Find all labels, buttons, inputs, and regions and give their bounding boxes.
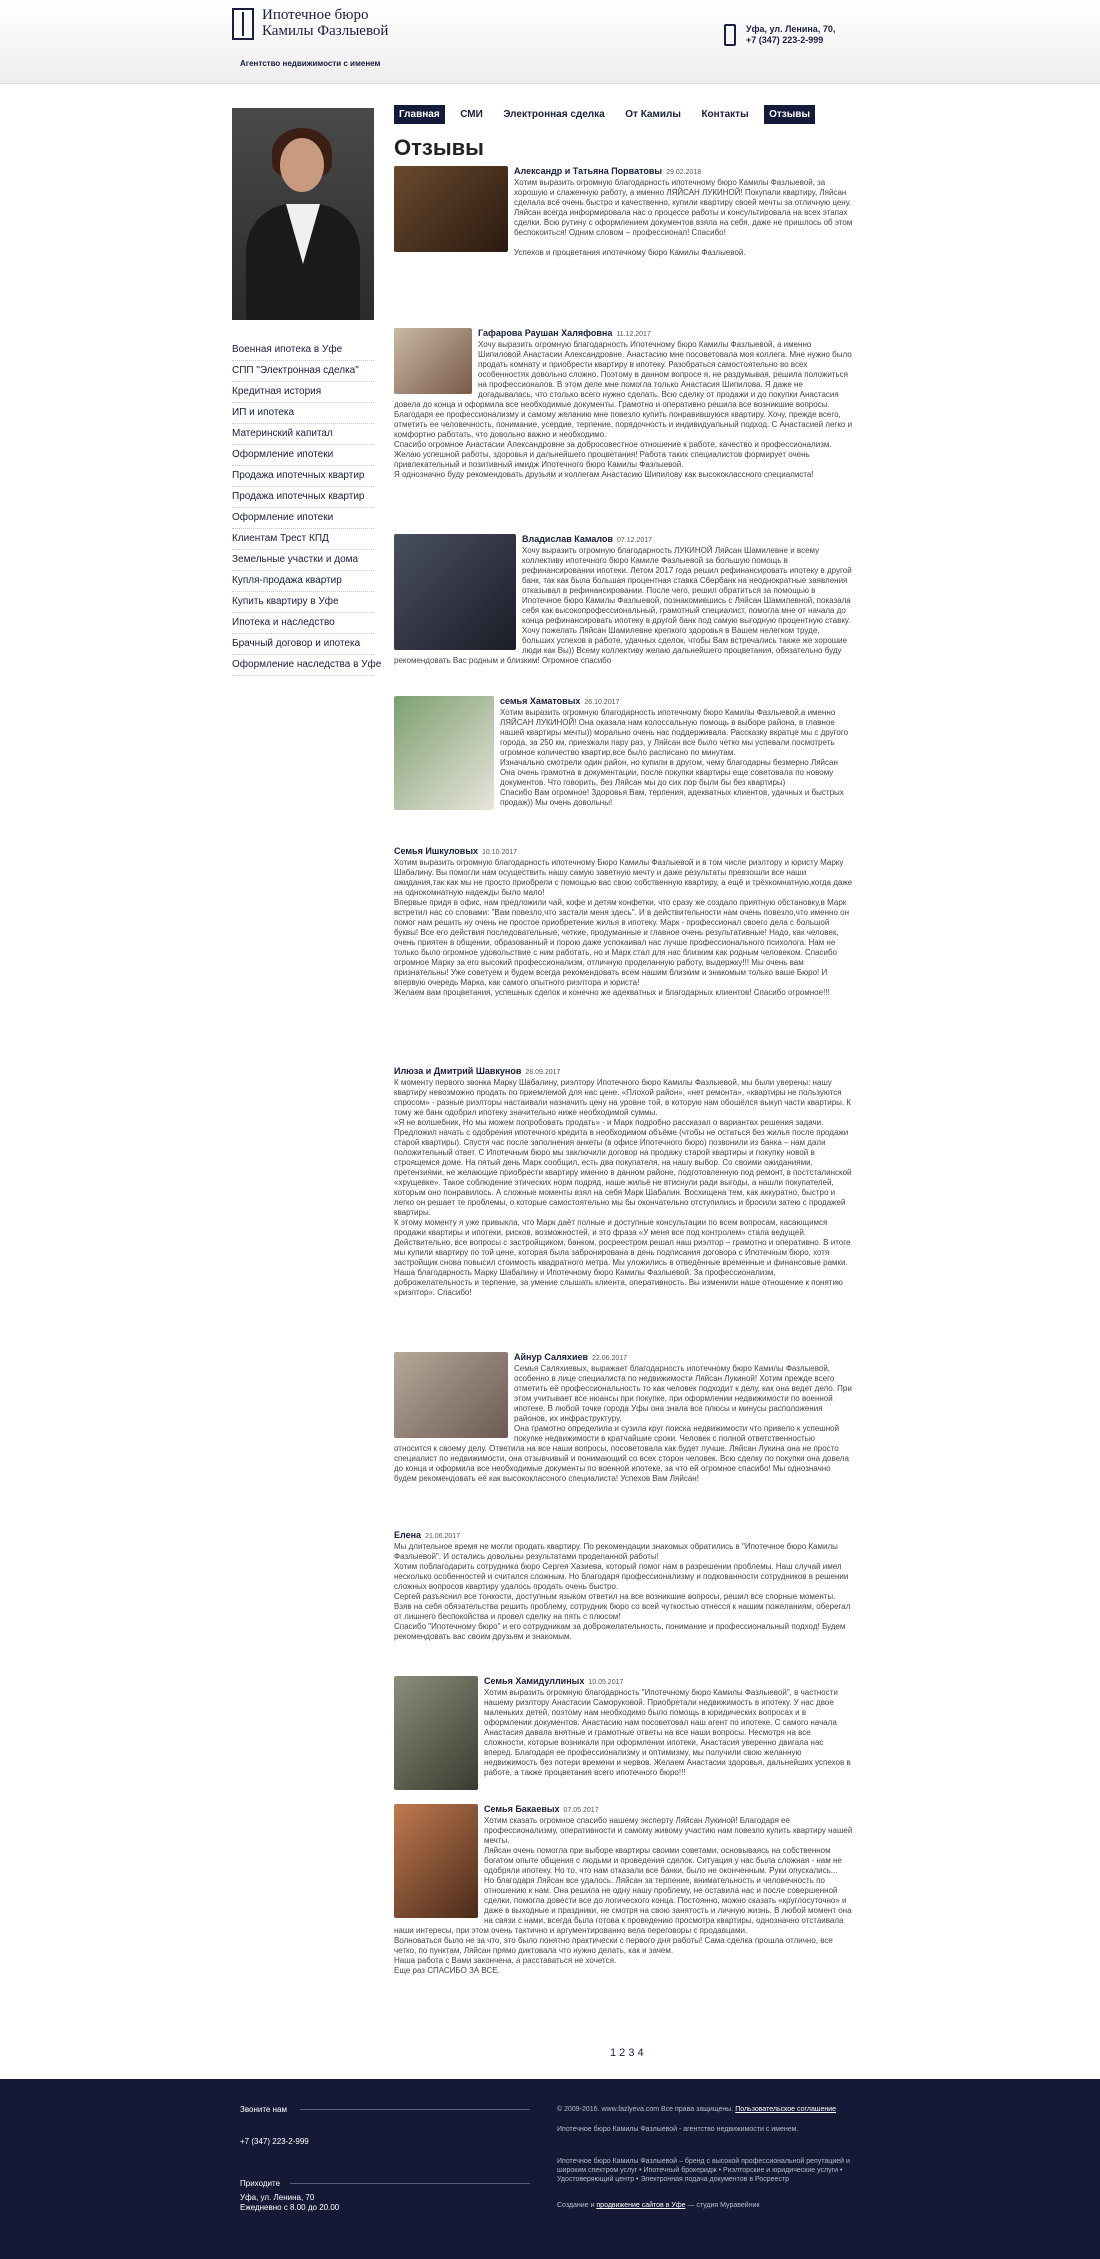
review-photo <box>394 1804 478 1918</box>
tagline: Агентство недвижимости с именем <box>240 59 381 68</box>
review-author: семья Хаматовых <box>500 696 581 706</box>
review-author: Гафарова Раушан Халяфовна <box>478 328 613 338</box>
review-author: Илюза и Дмитрий Шавкунов <box>394 1066 522 1076</box>
review-text: Мы длительное время не могли продать квартиру. По рекомендации знакомых обратились в "Ипотечное бюро Камилы Фазлыевой". И остались довольны результатами проделанной работы! Хотим поблагодарить сотрудника бюро Сергея Хазиева, который помог нам в разрешении проблемы. Наш случай имел несколько особенностей и считался сложным. Но благодаря профессионализму и подкованности сотрудников в решении сложных вопросов квартиру удалось продать очень быстро. Сергей разъяснил все тонкости, доступным языком ответил на все возникшие вопросы, решил все спорные моменты. Взяв на себя обязательства решить проблему, сотрудник бюро со всей чуткостью отнесся к нашим пожеланиям, оберегал от лишнего беспокойства и провел сделку на пять с плюсом! Спасибо "Ипотечному бюро" и его сотрудникам за доброжелательность, понимание и профессиональный подход! Будем рекомендовать вас своим друзьям и знакомым. <box>394 1542 851 1641</box>
nav-contacts[interactable]: Контакты <box>701 109 749 120</box>
review-author: Елена <box>394 1530 422 1540</box>
review-text: Хочу выразить огромную благодарность ЛУКИНОЙ Ляйсан Шамилевне и всему коллективу ипотечного бюро Камиле Фазлыевой за большую помощь в рефинансировании ипотеки. Летом 2017 года решил рефинансировать ипотеку в другой банк, так как была большая процентная ставка Сбербанк на неоднократные заявления отказывал в рефинансировании. После чего, решил обратиться за помощью в Ипотечное бюро Камилы Фазлыевой, познакомившись с Ляйсан Шамилевной, показала себя как высокопрофессиональный, грамотный специалист, помогла мне от начала до конца рефинансировать ипотеку в другой банк под самую выгодную процентную ставку. Хочу пожелать Ляйсан Шамилевне крепкого здоровья в Вашем нелегком труде, больших успехов в работе, удачных сделок, чтобы Вам встречались также же хорошие люди как Вы)) Всему коллективу желаю дальнейшего процветания, обязательно буду рекомендовать Вас родным и близким! Огромное спасибо <box>394 546 852 665</box>
sidebar-item[interactable]: Клиентам Трест КПД <box>232 529 374 550</box>
review-text: Хотим выразить огромную благодарность ипотечному бюро Камилы Фазлыевой,а именно ЛЯЙСАН ЛУКИНОЙ! Она оказала нам колоссальную помощь в выборе района, в главное нашей квартиры мечты)) морально очень нас поддерживала. Рассказку вкратце мы с другого города, за 250 км, приезжали пару раз, у Ляйсан все было четко мы успевали посмотреть огромное количество квартир,все было расписано по минутам. Изначально смотрели один район, но купили в другом, чему благодарны безмерно Ляйсан Она очень грамотна в документации, после покупки квартиры еще советовала по новому документов. Что говорить, без Ляйсан мы до сих пор были бы без квартиры) Спасибо Вам огромное! Здоровья Вам, терпения, адекватных клиентов, удачных и быстрых продаж)) Мы очень довольны! <box>500 708 849 807</box>
footer-come-label: Приходите <box>240 2179 281 2188</box>
pagination[interactable]: 1 2 3 4 <box>610 2047 644 2059</box>
review-photo <box>394 166 508 252</box>
sidebar-item[interactable]: Оформление наследства в Уфе <box>232 655 374 676</box>
review-author: Александр и Татьяна Порватовы <box>514 166 663 176</box>
review-date: 10.05.2017 <box>588 1679 624 1686</box>
review-photo <box>394 1676 478 1790</box>
review-text: Семья Саляхиевых, выражает благодарность ипотечному бюро Камилы Фазлыевой, особенно в лице специалиста по недвижимости Ляйсан Лукиной! Хотим прежде всего отметить её профессиональность то как человек подходит к делу, как она ведет дело. При этом учитывает все нюансы при покупке, при оформлении недвижимости по военной ипотеке. В любой точке города Уфы она знала все плюсы и минусы расположения районов, их инфраструктуру. Она грамотно определила и сузила круг поиска недвижимости что привело к успешной покупке недвижимости в кратчайшие сроки. Человек с полной ответственностью относится к своему делу. Ответила на все наши вопросы, посоветовала как будет лучше. Ляйсан Лукина она не просто специалист по недвижимости, она отзывчивый и понимающий со всех сторон человек. Всю сделку по покупки она довела до конца и оформила все необходимые документы по военной ипотеке, за что ей огромное спасибо! Мы однозначно будем рекомендовать её как высококлассного специалиста! Успехов Вам Ляйсан! <box>394 1364 852 1483</box>
owner-photo <box>232 108 374 320</box>
nav-reviews[interactable]: Отзывы <box>764 105 815 124</box>
brand-line-1: Ипотечное бюро <box>262 7 369 23</box>
page-title: Отзывы <box>394 135 484 160</box>
review-item <box>394 1352 854 1484</box>
sidebar-item[interactable]: Продажа ипотечных квартир <box>232 487 374 508</box>
footer-divider <box>300 2109 530 2110</box>
footer-credits-link[interactable]: продвижение сайтов в Уфе <box>596 2202 686 2209</box>
sidebar-item[interactable]: СПП "Электронная сделка" <box>232 361 374 382</box>
nav-e-deal[interactable]: Электронная сделка <box>503 109 605 120</box>
review-date: 28.09.2017 <box>525 1069 561 1076</box>
review-author: Семья Бакаевых <box>484 1804 560 1814</box>
sidebar-item[interactable]: Купить квартиру в Уфе <box>232 592 374 613</box>
footer-description: Ипотечное бюро Камилы Фазлыевой – бренд с высокой профессиональной репутацией и широким спектром услуг • Ипотечный брокеридж • Риэлторские и юридические услуги • Удостоверяющий центр • Электронная подача документов в Росреестр <box>557 2158 850 2183</box>
review-item <box>394 696 854 812</box>
review-date: 22.06.2017 <box>592 1355 628 1362</box>
review-date: 11.12.2017 <box>616 331 651 338</box>
review-photo <box>394 328 472 394</box>
sidebar-item[interactable]: Купля-продажа квартир <box>232 571 374 592</box>
review-item <box>394 1804 854 1976</box>
review-author: Владислав Камалов <box>522 534 614 544</box>
nav-media[interactable]: СМИ <box>460 109 483 120</box>
review-date: 26.10.2017 <box>584 699 620 706</box>
main-nav <box>394 105 823 125</box>
footer-about: Ипотечное бюро Камилы Фазлыевой - агентство недвижимости с именем. <box>557 2126 799 2133</box>
sidebar-item[interactable]: Оформление ипотеки <box>232 508 374 529</box>
review-date: 10.10.2017 <box>482 849 518 856</box>
sidebar-item[interactable]: Оформление ипотеки <box>232 445 374 466</box>
site-header <box>0 0 1100 84</box>
footer-call-label: Звоните нам <box>240 2105 287 2114</box>
footer-divider <box>290 2183 530 2184</box>
review-item <box>394 328 854 480</box>
footer-hours: Ежедневно с 8.00 до 20.00 <box>240 2203 340 2212</box>
review-text: К моменту первого звонка Марку Шабалину, риэлтору Ипотечного бюро Камилы Фазлыевой, мы были уверены: нашу квартиру невозможно продать по приемлемой для нас цене. «Плохой район», «нет ремонта», «квартиры не пользуются спросом» - разные риэлторы настаивали назначить цену на уровне той, в которую нам обошёлся выкуп части квартиры. К тому же банк одобрил ипотеку значительно ниже необходимой суммы. «Я не волшебник, Но мы можем попробовать продать» - и Марк подробно рассказал о вариантах решения задачи. Предложил начать с одобрения ипотечного кредита в необходимом объёме (чтобы не остаться без жилья после продажи старой квартиры). Спустя час после заполнения анкеты (в офисе Ипотечного бюро) позвонили из банка – нам дали положительный ответ. С Ипотечным бюро мы заключили договор на продажу старой квартиры и покупку новой в строящемся доме. На пятый день Марк сообщил, есть два покупателя, на нашу выбор. Со своими ожиданиями, претензиями, не желающие приобрести квартиру именно в данном районе, подготовленную под ремонт, в постсталинской «хрущевке». Такое соблюдение этических норм подряд, наше жильё не втиснули ради выгоды, а нашли покупателей, которым оно понравилось. А сложные моменты взял на себя Марк Шабалин. Восхищена тем, как аккуратно, быстро и легко он решает те проблемы, о которые самостоятельно мы бы окончательно отступились и бросили затею с продажей квартиры. К этому моменту я уже привыкла, что Марк даёт полные и доступные консультации по всем вопросам, касающимся продажи квартиры и ипотеки, рисков, возможностей, и это фраза «У меня все под контролем» стала ведущей. Действительно, все вопросы с застройщиком, банком, росреестром решал наш риэлтор – грамотно и оперативно. В итоге мы купили квартиру по той цене, которая была забронирована в день подписания договора с Ипотечным бюро, хотя застройщик снова повысил стоимость квадратного метра. Мы уложились в отведённые временные и финансовые рамки. Наша благодарность Марку Шабалину и Ипотечному бюро Камилы Фазлыевой. За профессионализм, доброжелательность и терпение, за умение слышать клиента, оперативность. Вы изменили наше отношение к понятию «риэлтор». Спасибо! <box>394 1078 852 1297</box>
sidebar-item[interactable]: Земельные участки и дома <box>232 550 374 571</box>
footer-credits-suffix: — студия Муравейник <box>687 2202 760 2209</box>
review-item <box>394 1066 854 1298</box>
sidebar-item[interactable]: Кредитная история <box>232 382 374 403</box>
brand-line-2: Камилы Фазлыевой <box>262 23 389 39</box>
sidebar-item[interactable]: Брачный договор и ипотека <box>232 634 374 655</box>
review-text: Хотим выразить огромную благодарность "Ипотечному бюро Камилы Фазлыевой", в частности нашему риэлтору Анастасии Саморуковой. Приобретали недвижимость в ипотеку. У нас двое маленьких детей, поэтому нам необходимо было помощь в юридических вопросах и в оформлении документов. Анастасию нам посоветовал наш агент по ипотеке. С самого начала Анастасия давала внятные и грамотные ответы на все наши вопросы. Несмотря на все сложности, которые возникали при оформлении ипотеки, Анастасия уверенно двигала нас вперед. Благодаря ее профессионализму и оптимизму, мы получили свою желанную недвижимость без потери времени и нервов. Желаем Анастасии здоровья, дальнейших успехов в работе, а также процветания всего ипотечного бюро!!! <box>484 1688 851 1777</box>
nav-home[interactable]: Главная <box>394 105 445 124</box>
review-item <box>394 1676 854 1792</box>
review-date: 07.12.2017 <box>617 537 653 544</box>
nav-from-kamila[interactable]: От Камилы <box>625 109 681 120</box>
review-item <box>394 846 854 998</box>
footer-address: Уфа, ул. Ленина, 70 <box>240 2193 315 2202</box>
review-photo <box>394 696 494 810</box>
review-text: Хотим сказать огромное спасибо нашему эксперту Ляйсан Лукиной! Благодаря ее профессионализму, оперативности и самому живому участию нам повезло купить квартиру нашей мечты. Ляйсан очень помогла при выборе квартиры своими советами, основываясь на собственном богатом опыте общения с людьми и проведения сделок. Ситуация у нас была сложная - нам не одобряли ипотеку. Но то, что нам отказали все банки, было не оконченным. Руки опускались... Но благодаря Ляйсан все удалось. Ляйсан за терпение, внимательность и человечность по отношению к нам. Она решила не одну нашу проблему, не оставила нас и после совершенной сделки, помогла довести все до логического конца. Постоянно, можно сказать «круглосуточно» и даже в выходные и праздники, не смотря на свою занятость и личную жизнь. В любой момент она на связи с нами, всегда была готова к проведению просмотра квартиры, однозначно отстаивала наши интересы, при этом очень тактично и аргументированно вела переговоры с продавцами. Волноваться было не за что, это было понятно практически с первого дня работы! Сама сделка прошла отлично, все четко, по пунктам, Ляйсан прямо диктовала что нужно делать, как и зачем. Наша работа с Вами закончена, а расставаться не хочется. Еще раз СПАСИБО ЗА ВСЕ. <box>394 1816 853 1975</box>
sidebar-item[interactable]: Материнский капитал <box>232 424 374 445</box>
review-author: Семья Хамидуллиных <box>484 1676 585 1686</box>
review-photo <box>394 1352 508 1438</box>
review-date: 21.06.2017 <box>425 1533 461 1540</box>
sidebar-item[interactable]: Продажа ипотечных квартир <box>232 466 374 487</box>
footer-copyright-block <box>557 2105 857 2114</box>
review-item <box>394 166 854 258</box>
review-item <box>394 534 854 666</box>
header-contact <box>746 24 835 46</box>
review-text: Хотим выразить огромную благодарность ипотечному Бюро Камилы Фазлыевой и в том числе риэлтору и юристу Марку Шабалину. Вы помогли нам осуществить нашу самую заветную мечту и даже результаты превзошли все наши ожидания,так как мы не просто приобрели с помощью вас свою собственную квартиру, а ещё и трёхкомнатную,когда даже на однокомнатную надежды было мало! Впервые придя в офис, нам предложили чай, кофе и детям конфетки, что сразу же создало приятную обстановку,в Марк встретил нас со словами: "Вам повезло,что застали меня здесь". И в действительности нам очень повезло,что именно он помог нам решить ну очень не простое приобретение жилья в ипотеку. Марк - профессионал своего дела с большой буквы! Все его действия последовательные, четкие, продуманные и главное очень результативные! Надо, как человек, очень приятен в общении, образованный и порою даже успокаивал нас лучше профессионального психолога. Нам не только было огромное удовольствие с ним работать, но и Марк стал для нас близким как родным человеком. Спасибо огромное Марку за его высокий профессионализм, отличную проделанную работу, выдержку!!! Мы очень вам признательны! Уже советуем и будем всегда рекомендовать всем нашим близким и знакомым только ваше Бюро! И впервую очередь Марка, как самого опытного риэлтора и юриста! Желаем вам процветания, успешных сделок и конечно же адекватных и благодарных клиентов! Спасибо огромное!!! <box>394 858 853 997</box>
header-phone[interactable]: +7 (347) 223-2-999 <box>746 35 824 45</box>
sidebar-item[interactable]: Военная ипотека в Уфе <box>232 340 374 361</box>
review-text: Хочу выразить огромную благодарность Ипотечному бюро Камилы Фазлыевой, а именно Шипиловой Анастасии Александровне. Анастасию мне посоветовала моя коллега. Мне нужно было продать комнату и приобрести квартиру в ипотеку. Разобраться самостоятельно во всех особенностях довольно сложно. Поэтому в данном вопросе я, не раздумывая, решила положиться на профессионалов. В этом деле мне помогла только Анастасия Шипилова. Я даже не догадывалась, что столько всего нужно сделать. Всю сделку от продажи и до покупки Анастасия довела до конца и оформила все необходимые документы. Грамотно и оперативно решила все возникшие вопросы. Благодаря ее профессионализму и самому желанию мне повезло купить понравившуюся квартиру. Хочу, прежде всего, отметить ее человечность, понимание, усердие, терпение, порядочность и индивидуальный подход. С Анастасией легко и комфортно работать, что довольно важно и необходимо. Спасибо огромное Анастасии Александровне за добросовестное отношение к работе, качество и профессионализм. Желаю успешной работы, здоровья и дальнейшего процветания! Работа таких специалистов формирует очень привлекательный и позитивный имидж Ипотечного бюро Камилы Фазлыевой. Я однозначно буду рекомендовать друзьям и коллегам Анастасию Шипилову как высококлассного специалиста! <box>394 340 853 479</box>
review-text: Хотим выразить огромную благодарность ипотечному бюро Камилы Фазлыевой, за хорошую и слаженную работу, а именно ЛЯЙСАН ЛУКИНОЙ! Покупали квартиру, Ляйсан сделала всё очень быстро и качественно, купили квартиру своей мечты за отличную цену. Ляйсан всегда информировала нас о процессе работы и консультировала на всех этапах сделки. Всю рутину с оформлением документов взяла на себя, даже не пришлось об этом беспокоиться! Одним словом – профессионал! Спасибо! Успехов и процветания ипотечному бюро Камилы Фазлыевой. <box>514 178 853 257</box>
footer-credits-prefix: Создание и <box>557 2202 595 2209</box>
review-item <box>394 1530 854 1642</box>
footer-copyright: © 2009-2016. www.fazlyeva.com Все права защищены. <box>557 2106 734 2113</box>
footer-phone[interactable]: +7 (347) 223-2-999 <box>240 2137 309 2146</box>
review-date: 07.05.2017 <box>563 1807 599 1814</box>
review-photo <box>394 534 516 650</box>
footer-agreement-link[interactable]: Пользовательское соглашение <box>735 2106 837 2113</box>
phone-icon <box>724 24 736 46</box>
review-author: Айнур Саляхиев <box>514 1352 589 1362</box>
header-address: Уфа, ул. Ленина, 70, <box>746 24 836 34</box>
footer-credits <box>557 2201 857 2210</box>
site-footer <box>0 2079 1100 2259</box>
sidebar-item[interactable]: ИП и ипотека <box>232 403 374 424</box>
review-date: 29.02.2018 <box>666 169 702 176</box>
review-author: Семья Ишкуловых <box>394 846 479 856</box>
brand-name[interactable] <box>262 7 388 39</box>
sidebar-nav <box>232 340 382 676</box>
sidebar-item[interactable]: Ипотека и наследство <box>232 613 374 634</box>
logo-icon[interactable] <box>232 8 254 40</box>
